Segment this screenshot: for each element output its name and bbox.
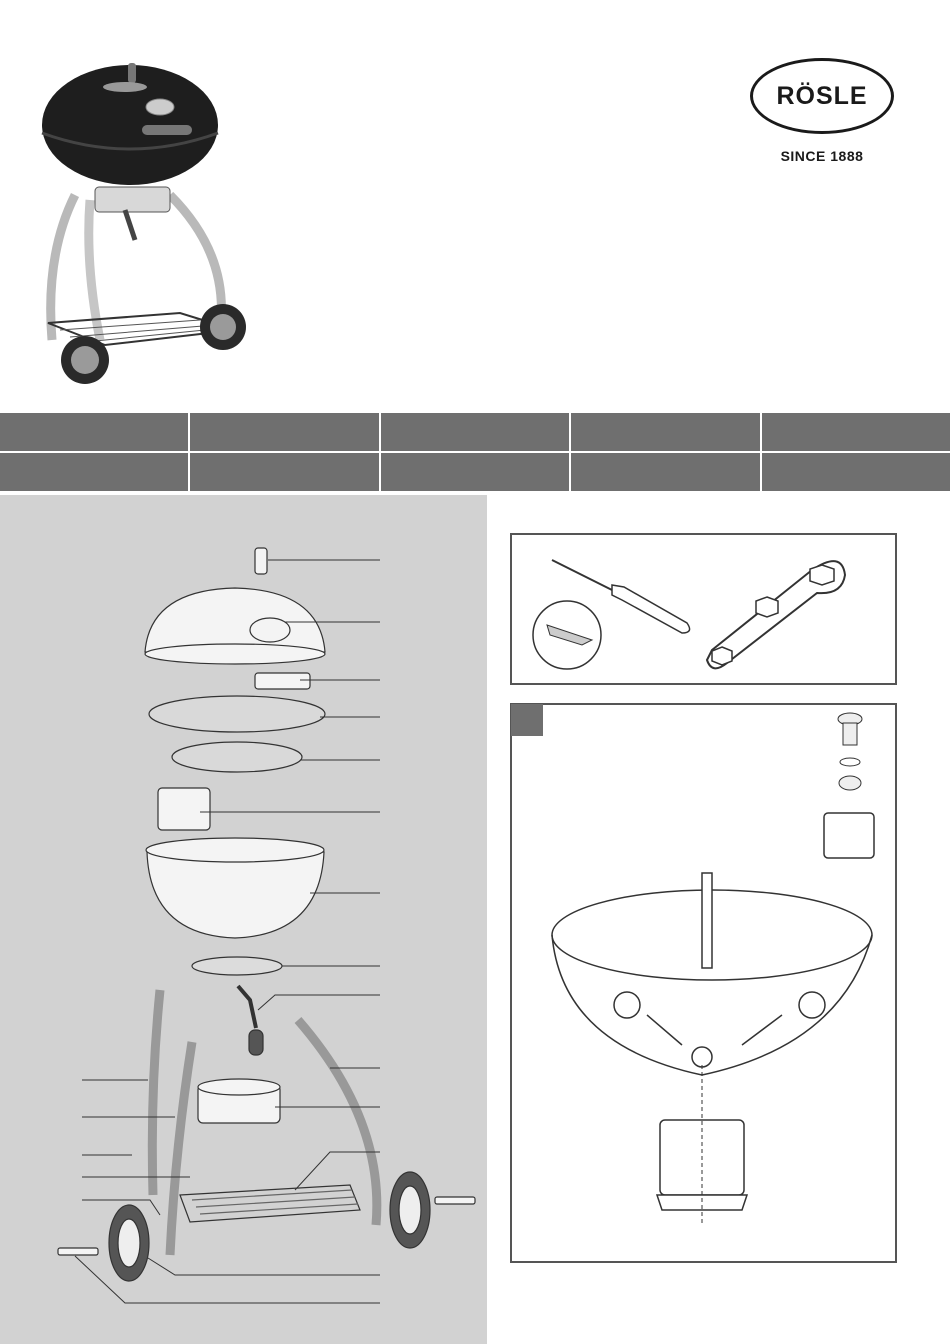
rack-icon — [180, 1185, 360, 1222]
wrench-icon — [707, 561, 845, 668]
product-image — [30, 55, 270, 395]
brand-logo — [750, 58, 894, 134]
header-band-row-1 — [0, 413, 950, 451]
bolt-icon — [838, 713, 862, 745]
ash-lever-icon — [238, 986, 256, 1028]
bowl-icon — [552, 873, 872, 1075]
washer-icon — [840, 758, 860, 766]
cooking-grate-icon — [149, 696, 325, 732]
lid-icon — [145, 588, 325, 652]
assembly-step-panel — [510, 703, 897, 1263]
bracket-icon — [824, 813, 874, 858]
ash-handle-icon — [255, 673, 310, 689]
band-cell — [0, 413, 188, 451]
exploded-view-panel — [0, 495, 487, 1344]
leg-icon — [298, 1020, 377, 1225]
charcoal-grate-icon — [172, 742, 302, 772]
band-cell — [381, 413, 569, 451]
brand-logo-text: RÖSLE — [776, 81, 868, 110]
side-bracket-icon — [158, 788, 210, 830]
band-cell — [762, 413, 950, 451]
tools-panel — [510, 533, 897, 685]
band-cell — [571, 413, 759, 451]
vent-disc-icon — [192, 957, 282, 975]
band-cell — [762, 453, 950, 491]
leg-icon — [152, 990, 160, 1195]
step-number-badge — [511, 704, 543, 736]
nut-icon — [839, 776, 861, 790]
leg-icon — [170, 1042, 192, 1255]
band-cell — [0, 453, 188, 491]
phillips-tip-icon — [533, 601, 601, 669]
band-cell — [190, 413, 378, 451]
axle-icon — [58, 1248, 98, 1255]
header-band-row-2 — [0, 453, 950, 491]
band-cell — [571, 453, 759, 491]
bowl-icon — [147, 852, 324, 938]
lid-handle-icon — [255, 548, 267, 574]
band-cell — [381, 453, 569, 491]
exploded-view-diagram — [0, 495, 487, 1344]
axle-icon — [435, 1197, 475, 1204]
brand-tagline: SINCE 1888 — [780, 148, 864, 164]
band-cell — [190, 453, 378, 491]
